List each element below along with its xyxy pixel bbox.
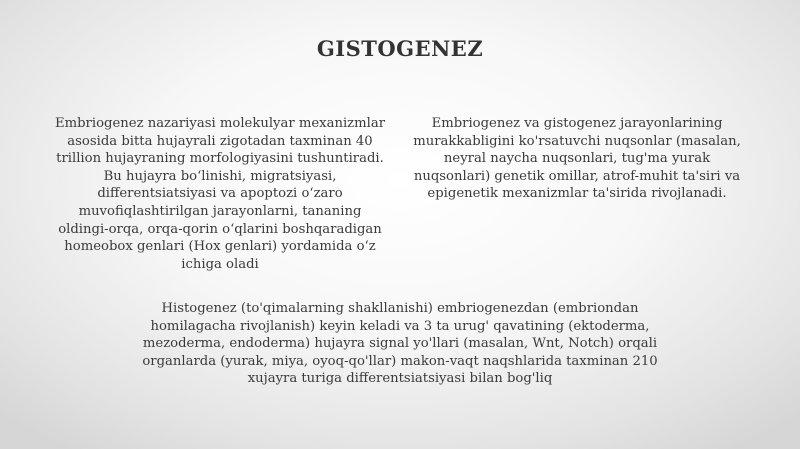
right-paragraph: Embriogenez va gistogenez jarayonlarining murakkabligini ko'rsatuvchi nuqsonlar (masalan, neyral naycha nuqsonlari, tug'ma yurak nuqsonlari) genetik omillar, atrof-muhit ta'siri va epigenetik mexanizmlar ta'sirida rivojlanadi. bbox=[413, 116, 741, 202]
left-paragraph: Embriogenez nazariyasi molekulyar mexanizmlar asosida bitta hujayrali zigotadan taxminan 40 trillion hujayraning morfologiyasini tushuntiradi. Bu hujayra bo‘linishi, migratsiyasi, differentsiatsiyasi va apoptozi o‘zaro muvofiqlashtirilgan jarayonlarni, tananing oldingi-orqa, orqa-qorin o‘qlarini boshqaradigan homeobox genlari (Hox genlari) yordamida o‘z ichiga oladi bbox=[54, 116, 386, 272]
slide-title: GISTOGENEZ bbox=[316, 36, 484, 61]
bottom-paragraph: Histogenez (to'qimalarning shakllanishi) embriogenezdan (embriondan homilagacha rivojlanish) keyin keladi va 3 ta urug' qavatining (ektoderma, mezoderma, endoderma) hujayra signal yo'llari (masalan, Wnt, Notch) orqali organlarda (yurak, miya, oyoq-qo'llar) makon-vaqt naqshlarida taxminan 210 xujayra turiga differentsiatsiyasi bilan bog'liq bbox=[142, 301, 658, 387]
